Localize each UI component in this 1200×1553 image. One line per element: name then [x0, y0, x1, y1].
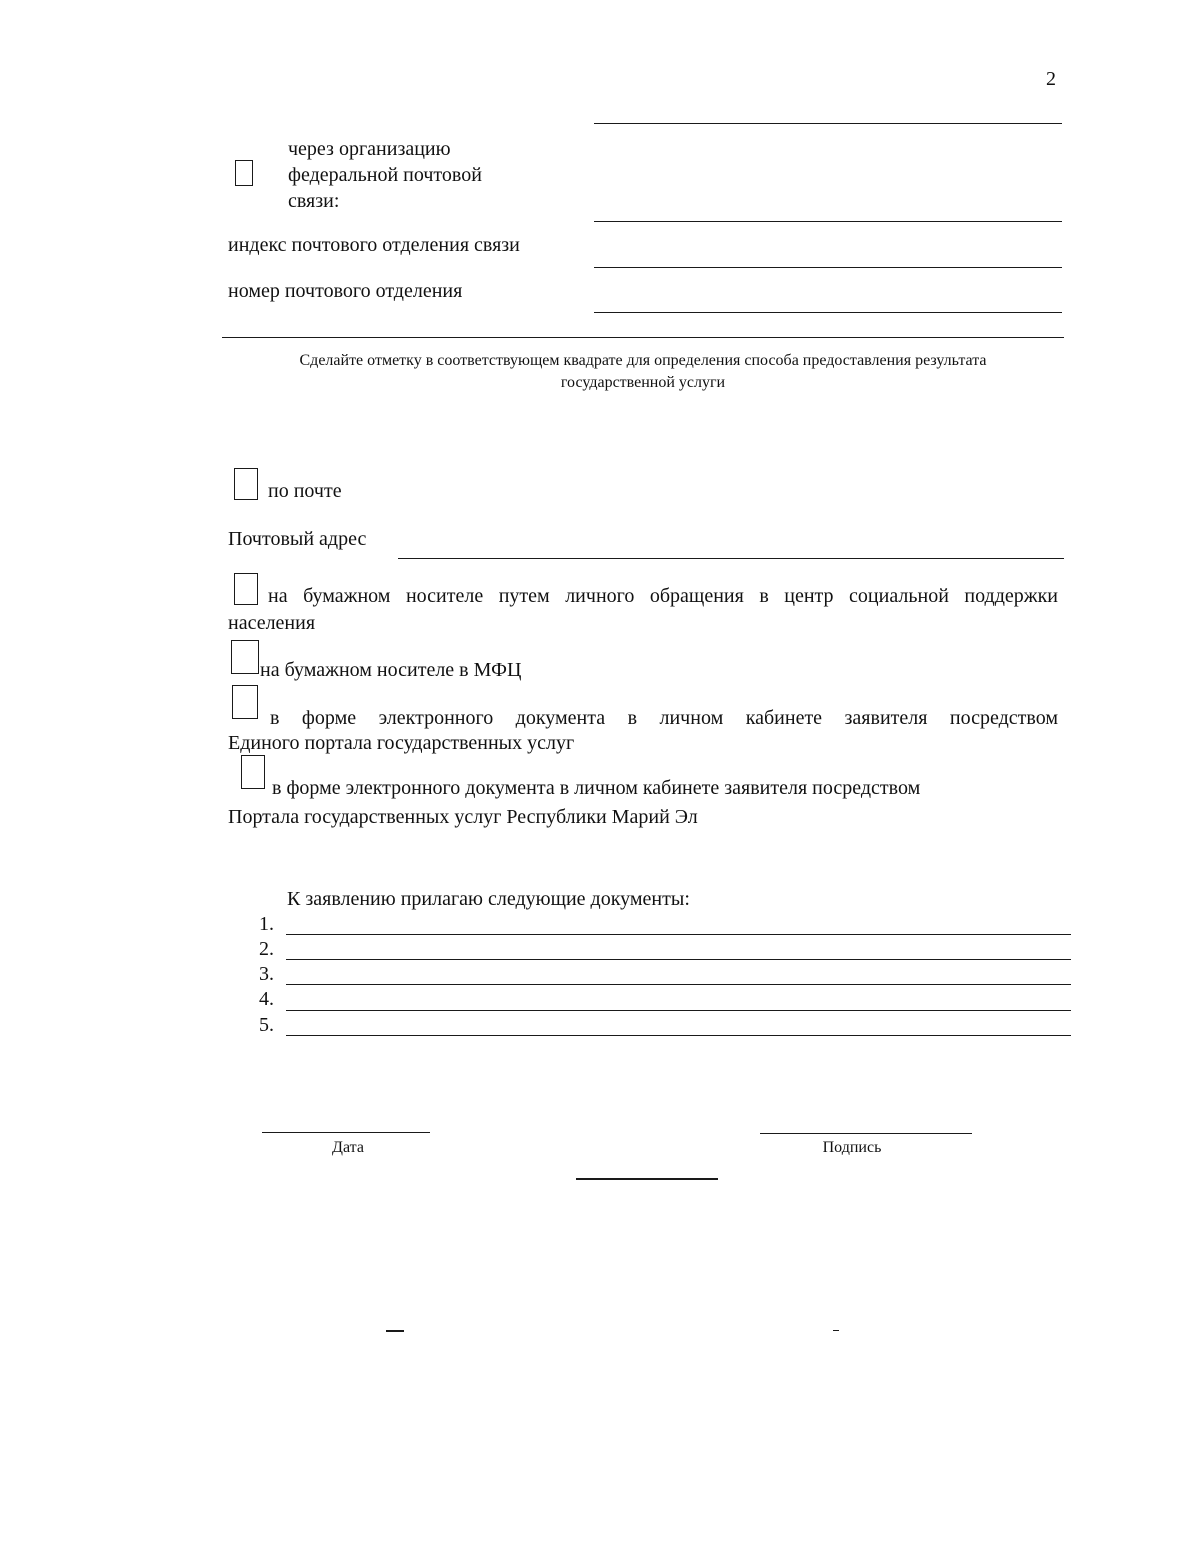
electronic-regional-label-line2: Портала государственных услуг Республики Марий Эл — [228, 806, 698, 828]
fill-line-post-index — [594, 267, 1062, 268]
paper-in-person-label-line2: населения — [228, 612, 316, 634]
checkbox-by-mail[interactable] — [234, 468, 258, 500]
checkbox-post-organization[interactable] — [235, 160, 253, 186]
scan-mark — [386, 1330, 404, 1332]
attachments-heading: К заявлению прилагаю следующие документы: — [287, 888, 690, 910]
attachment-line[interactable] — [286, 959, 1071, 960]
attachment-line[interactable] — [286, 1035, 1071, 1036]
electronic-epgu-label-line1: в форме электронного документа в личном кабинете заявителя посредством — [270, 707, 1058, 729]
attachment-number: 3. — [259, 963, 274, 985]
attachment-line[interactable] — [286, 1010, 1071, 1011]
post-org-label-line: связи: — [288, 190, 340, 212]
post-org-label-line: федеральной почтовой — [288, 164, 482, 186]
scan-mark — [833, 1330, 839, 1331]
signature-line[interactable] — [760, 1133, 972, 1134]
checkbox-electronic-epgu[interactable] — [232, 685, 258, 719]
fill-line-post-office-number — [594, 312, 1062, 313]
fill-line-post-org — [594, 221, 1062, 222]
post-org-label-line: через организацию — [288, 138, 451, 160]
postal-address-field[interactable] — [398, 558, 1064, 559]
postal-address-label: Почтовый адрес — [228, 528, 367, 550]
fill-line-top — [594, 123, 1062, 124]
instruction-line: Сделайте отметку в соответствующем квадрате для определения способа предоставления результата — [299, 352, 987, 369]
attachment-number: 5. — [259, 1014, 274, 1036]
signature-label: Подпись — [822, 1139, 882, 1156]
instruction-text — [222, 350, 1064, 394]
by-mail-label: по почте — [268, 480, 342, 502]
checkbox-electronic-regional[interactable] — [241, 755, 265, 789]
instruction-line: государственной услуги — [560, 374, 726, 391]
attachment-line[interactable] — [286, 934, 1071, 935]
date-line[interactable] — [262, 1132, 430, 1133]
post-org-label — [288, 136, 482, 214]
post-index-label: индекс почтового отделения связи — [228, 234, 520, 256]
date-label: Дата — [332, 1139, 364, 1156]
attachment-line[interactable] — [286, 984, 1071, 985]
post-office-number-label: номер почтового отделения — [228, 280, 463, 302]
attachment-number: 2. — [259, 938, 274, 960]
checkbox-paper-mfc[interactable] — [231, 640, 259, 674]
section-divider — [222, 337, 1064, 338]
attachment-number: 4. — [259, 988, 274, 1010]
electronic-epgu-label-line2: Единого портала государственных услуг — [228, 732, 575, 754]
closing-rule — [576, 1178, 718, 1180]
paper-in-person-label-line1: на бумажном носителе путем личного обращения в центр социальной поддержки — [268, 585, 1058, 607]
checkbox-paper-in-person[interactable] — [234, 573, 258, 605]
attachment-number: 1. — [259, 913, 274, 935]
paper-mfc-label: на бумажном носителе в МФЦ — [260, 659, 522, 681]
page-number: 2 — [1046, 68, 1056, 90]
electronic-regional-label-line1: в форме электронного документа в личном кабинете заявителя посредством — [272, 777, 921, 799]
